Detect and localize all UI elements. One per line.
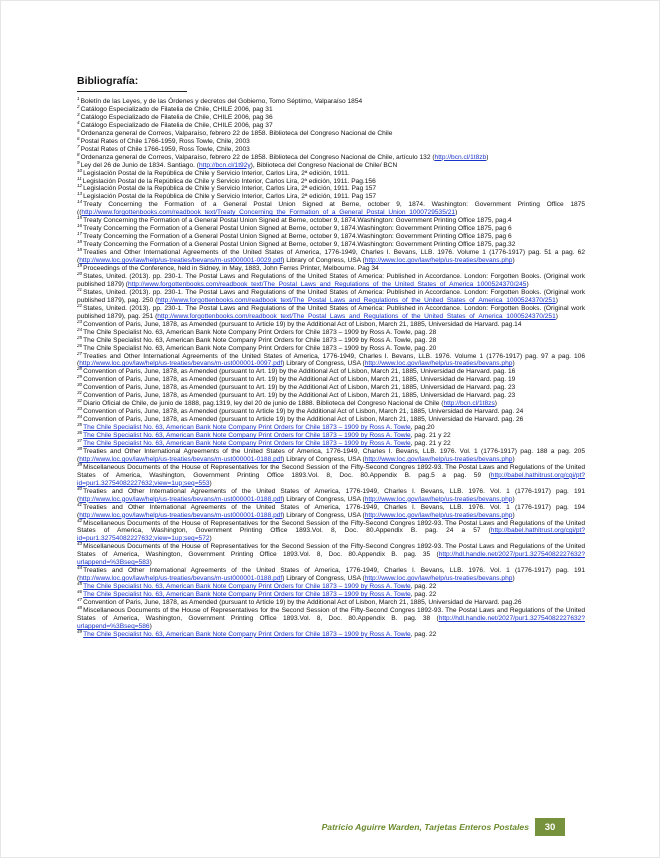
footnote-text: States, United. (2013). pp. 230-1. The Postal Laws and Regulations of the United States of America: Published in Accordance. London: Forgotten Books. (Original work published 1879), pag. 250 ( (77, 288, 585, 304)
footnote-text: Ley del 26 de Junio de 1834. Santiago. ( (80, 161, 199, 169)
page-number: 30 (544, 821, 556, 833)
footnote-48 (77, 607, 585, 631)
footnote-number: 40 (77, 485, 83, 491)
footnote-text: ) (209, 479, 212, 487)
footnote-24 (77, 326, 585, 337)
footnote-text: Proceedings of the Conference, held in Sidney, in May, 1883, John Ferres Printer, Melbourne. Pag 34 (83, 265, 379, 273)
footnote-number: 5 (77, 127, 80, 133)
footnote-number: 33 (77, 406, 83, 412)
footnote-link[interactable]: http://www.loc.gov/law/help/us-treaties/bevans.php (364, 511, 513, 519)
page-footer (91, 822, 571, 832)
footnote-text: ) (455, 209, 458, 217)
footnote-number: 34 (77, 414, 83, 420)
footnote-text: Convention of Paris, June, 1878, as Amended (pursuant to Article 19) by the Additional Act of Lisbon, March 21, 1885, Universidad de Harvard. pag. 24 (83, 408, 524, 416)
footnote-10 (77, 167, 585, 178)
footnote-text: Boletín de las Leyes, y de las Órdenes y decretos del Gobierno, Tomo Séptimo, Valparaíso 1854 (80, 98, 363, 105)
footnote-22 (77, 302, 585, 321)
footnote-text: Treaties and Other International Agreements of the United States of America, 1776-1949, Charles I. Bevans, LLB. 1976. Volume 1 (1776-1917) pag. 97 a pag. 106 ( (77, 352, 585, 368)
footnote-link[interactable]: http://bcn.cl/1t8zs (443, 400, 495, 408)
footnote-40 (77, 485, 585, 504)
footnote-number: 4 (77, 119, 80, 125)
footnote-number: 37 (77, 437, 83, 443)
footnote-text: ) (209, 535, 212, 543)
footnote-text: Treaty Concerning the Formation of a General Postal Union Signed at Berne, october 9, 1874.Washington: Government Printing Office 1875, pag 6 (83, 233, 512, 241)
footnote-number: 20 (77, 270, 83, 276)
footnote-text: Treaties and Other International Agreements of the United States of America, 1776-1949, Charles I. Bevans, LLB. 1976. Vol. 1 (1776-1917) pag. 188 a pag. 205 ( (77, 447, 585, 463)
footnote-3 (77, 111, 585, 122)
footnote-number: 9 (77, 159, 80, 165)
footnote-text: Miscellaneous Documents of the House of Representatives for the Second Session of the Fifty-Second Congres 1892-93. The Postal Laws and Regulations of the United States of America, Washington, Government Printing Office 1893.Vol. 8, Doc. 80.Appendix B. pag. 38 ( (77, 607, 585, 622)
footnote-number: 26 (77, 342, 83, 348)
footnote-separator (77, 91, 187, 92)
footnote-link[interactable]: http://www.forgottenbooks.com/readbook_text/Treaty_Concerning_the_Formation_of_a_General_Postal_Union_1000729535/21 (81, 209, 456, 217)
footnote-32 (77, 400, 585, 408)
footnote-number: 12 (77, 183, 83, 189)
footnote-42 (77, 517, 585, 547)
footnote-4 (77, 119, 585, 130)
footnote-link[interactable]: http://www.loc.gov/law/help/us-treaties/bevans/m-ust000001-0188.pdf (79, 575, 283, 583)
footnote-text: , pag. 21 y 22 (410, 432, 451, 440)
footnote-text: Convention of Paris, June, 1878, as Amended (pursuant to Art. 19) by the Additional Act of Lisbon, March 21, 1885, Universidad de Harvard. pag. 23 (83, 392, 516, 400)
footnote-number: 16 (77, 223, 83, 229)
footnote-text: Convention of Paris, June, 1878, as Amended (pursuant to Art. 19) by the Additional Act of Lisbon, March 21, 1885, Universidad de Harvard. pag. 23 (83, 384, 516, 392)
footnote-text: Treaties and Other International Agreements of the United States of America, 1776-1949, Charles I. Bevans, LLB. 1976. Vol. 1 (1776-1917) pag. 191 ( (77, 567, 585, 583)
footnote-number: 48 (77, 605, 83, 610)
footnote-text: Convention of Paris, June, 1878, as Amended (pursuant to Article 19) by the Additional Act of Lisbon, March 21, 1885, Universidad de Harvard. pag.26 (83, 599, 522, 607)
footnote-text: Diario Oficial de Chile, de junio de 1888, pag.1319, ley del 20 de junio de 1888. Biblioteca del Congreso Nacional de Chile ( (83, 400, 444, 408)
footnote-number: 11 (77, 175, 82, 181)
footnote-link[interactable]: The Chile Specialist No. 63, American Bank Note Company Print Orders for Chile 1873 – 1909 by Ross A. Towle (83, 583, 411, 591)
footnote-text: Treaty Concerning the Formation of a General Postal Union Signed at Berne, october 9, 1874.Washington: Government Printing Office 1875, pag.4 (83, 217, 512, 225)
footnote-number: 23 (77, 318, 83, 324)
footnote-1 (77, 98, 585, 106)
footnote-text: ) (555, 296, 558, 304)
footnote-number: 22 (77, 302, 83, 308)
footnote-link[interactable]: The Chile Specialist No. 63, American Bank Note Company Print Orders for Chile 1873 – 1909 by Ross A. Towle (83, 439, 411, 447)
footnote-text: Miscellaneous Documents of the House of Representatives for the Second Session of the Fifty-Second Congres 1892-93. The Postal Laws and Regulations of the United States of America, Washington, Government Printing Office 1893.Vol. 8, Doc. 80.Appendix B. pag. 35 ( (77, 543, 585, 559)
footnote-link[interactable]: http://www.forgottenbooks.com/readbook_text/The_Postal_Laws_and_Regulations_of_the_United_States_of_America_1000524370/251 (157, 296, 556, 304)
footnote-37 (77, 437, 585, 448)
footnote-number: 10 (77, 167, 83, 173)
footnote-text: ) (149, 559, 152, 567)
footnote-text: Convention of Paris, June, 1878, as Amended (pursuant to Art. 19) by the Additional Act of Lisbon, March 21, 1885, Universidad de Harvard. pag. 16 (83, 368, 516, 376)
footnote-text: Legislación Postal de la República de Chile y Servicio Interior, Carlos Lira, 2ª edición, 1911. Pag 157 (83, 185, 377, 193)
footnote-14 (77, 201, 585, 217)
footnote-text: Miscellaneous Documents of the House of Representatives for the Second Session of the Fifty-Second Congres 1892-93. The Postal Laws and Regulations of the United States of America, Washington, Government Printing Office 1893.Vol. 8, Doc. 80.Appendix B. pag. 24 a 57 ( (77, 519, 585, 535)
footnote-number: 44 (77, 565, 83, 571)
footnote-text: The Chile Specialist No. 63, American Bank Note Company Print Orders for Chile 1873 – 1909 by Ross A. Towle, pag. 28 (83, 336, 437, 344)
footnote-text: States, United. (2013). pp. 230-1. The Postal Laws and Regulations of the United States of America: Published in Accordance. London: Forgotten Books. (Original work published 1879), pag. 251 ( (77, 304, 585, 320)
footnote-number: 36 (77, 430, 83, 436)
footnote-9 (77, 159, 585, 170)
footnote-link[interactable]: http://www.loc.gov/law/help/us-treaties/bevans.php (364, 360, 513, 368)
footnote-45 (77, 583, 585, 591)
footnote-text: ) (494, 400, 497, 408)
footnote-text: Legislación Postal de la República de Chile y Servicio Interior, Carlos Lira, 2ª edición, 1911. Pag.156 (82, 177, 376, 185)
footnote-23 (77, 318, 585, 329)
footnote-text: Treaty Concerning the Formation of a General Postal Union Signed at Berne, october 9, 1874.Washington: Government Printing Office 1875, pag 6 (83, 225, 512, 233)
footnote-number: 42 (77, 517, 83, 523)
footnote-39 (77, 461, 585, 488)
footnote-number: 15 (77, 215, 83, 221)
footnote-number: 27 (77, 350, 83, 356)
footnote-text: Convention of Paris, June, 1878, as Amended (pursuant to Art. 19) by the Additional Act of Lisbon, March 21, 1885, Universidad de Harvard. pag. 19 (83, 376, 516, 384)
footnote-number: 7 (77, 143, 80, 149)
footnote-number: 19 (77, 263, 83, 269)
footnote-link[interactable]: The Chile Specialist No. 63, American Bank Note Company Print Orders for Chile 1873 – 1909 by Ross A. Towle (83, 432, 411, 440)
footnote-7 (77, 143, 585, 154)
footnote-text: ) Library of Congress, USA ( (282, 575, 365, 583)
footnote-20 (77, 270, 585, 289)
footnote-link[interactable]: http://bcn.cl/1t8zb (434, 153, 487, 161)
footnote-number: 31 (77, 390, 83, 396)
footnote-number: 17 (77, 231, 83, 237)
footnote-text: Legislación Postal de la República de Chile y Servicio Interior, Carlos Lira, 2ª edición, 1911. (83, 169, 350, 177)
footnote-text: , pag.20 (410, 424, 435, 432)
footnote-number: 25 (77, 334, 83, 340)
footnote-link[interactable]: http://www.loc.gov/law/help/us-treaties/bevans/m-ust000001-0188.pdf (79, 495, 283, 503)
footnote-number: 38 (77, 445, 83, 451)
footnote-number: 3 (77, 111, 80, 117)
footnote-text: Miscellaneous Documents of the House of Representatives for the Second Session of the Fifty-Second Congres 1892-93. The Postal Laws and Regulations of the United States of America, Washington, Government Printing Office 1893.Vol. 8, Doc. 80.Appendix B. pag.5 a pag. 59 ( (77, 463, 585, 479)
footnote-number: 32 (77, 398, 83, 404)
footnote-text: Postal Rates of Chile 1766-1959, Ross Towle, Chile, 2003 (80, 137, 250, 145)
footnote-text: ) Library of Congress, USA ( (282, 495, 365, 503)
footnote-number: 2 (77, 103, 80, 109)
footnote-link[interactable]: http://www.loc.gov/law/help/us-treaties/bevans/m-ust000001-0188.pdf (79, 511, 283, 519)
footnote-text: Treaties and Other International Agreements of the United States of America, 1776-1949, Charles I. Bevans, LLB. 1976. Volume 1 (1776-1917) pag. 51 a pag. 62 ( (77, 249, 585, 265)
footnote-text: , pag. 22 (410, 583, 437, 591)
footnote-21 (77, 286, 585, 305)
footnote-text: The Chile Specialist No. 63, American Bank Note Company Print Orders for Chile 1873 – 1909 by Ross A. Towle, pag. 20 (83, 344, 437, 352)
footnote-16 (77, 225, 585, 233)
footnote-36 (77, 432, 585, 440)
footnote-text: ) Library of Congress, USA ( (282, 511, 365, 519)
footnote-link[interactable]: http://www.forgottenbooks.com/readbook_text/The_Postal_Laws_and_Regulations_of_the_United_States_of_America_1000524370/245 (127, 280, 527, 288)
footnote-number: 24 (77, 326, 83, 332)
footnote-link[interactable]: http://www.loc.gov/law/help/us-treaties/bevans.php (364, 257, 513, 265)
footnote-text: Treaties and Other International Agreements of the United States of America, 1776-1949, Charles I. Bevans, LLB. 1976. Vol. 1 (1776-1917) pag. 194 ( (77, 503, 585, 519)
footnote-47 (77, 599, 585, 607)
footnote-number: 6 (77, 135, 80, 141)
footnote-text: ) Library of Congress, USA ( (282, 455, 365, 463)
footnote-44 (77, 567, 585, 583)
footnote-link[interactable]: http://bcn.cl/1t92y (198, 161, 251, 169)
footnote-18 (77, 249, 585, 265)
footnote-text: Legislación Postal de la República de Chile y Servicio Interior, Carlos Lira, 2ª edición, 1911. Pag 157 (83, 193, 377, 201)
footnote-26 (77, 342, 585, 353)
footnote-text: States, United. (2013). pp. 230-1. The Postal Laws and Regulations of the United States of America: Published in Accordance. London: Forgotten Books. (Original work published 1879) ( (77, 272, 585, 288)
page-number-box (535, 818, 565, 836)
footnote-33 (77, 408, 585, 416)
footnote-text: Catálogo Especializado de Filatelia de Chile, CHILE 2006, pag 36 (80, 113, 273, 121)
footnote-number: 18 (77, 239, 83, 245)
footnote-text: ) (512, 257, 515, 265)
footnote-5 (77, 127, 585, 138)
bibliography-heading: Bibliografía: (77, 75, 139, 87)
footnote-text: The Chile Specialist No. 63, American Bank Note Company Print Orders for Chile 1873 – 1909 by Ross A. Towle, pag. 28 (83, 328, 437, 336)
footnote-46 (77, 591, 585, 599)
footnote-text: Ordenanza general de Correos, Valparaíso, febrero 22 de 1858. Biblioteca del Congreso Nacional de Chile (80, 129, 393, 137)
footnote-text: Catálogo Especializado de Filatelia de Chile, CHILE 2006, pag 37 (80, 121, 273, 129)
footnote-text: Convention of Paris, June, 1878, as Amended (pursuant to Article 19) by the Additional Act of Lisbon, March 21, 1885, Universidad de Harvard. pag.14 (83, 320, 522, 328)
footnote-number: 18 (77, 247, 83, 253)
footnote-number: 1 (77, 96, 80, 101)
footnote-text: Treaty Concerning the Formation of a General Postal Union Signed at Berne, october 9, 1874.Washington: Government Printing Office 1875, pag.32 (83, 241, 516, 249)
footnote-link[interactable]: The Chile Specialist No. 63, American Bank Note Company Print Orders for Chile 1873 – 1909 by Ross A. Towle (83, 630, 411, 638)
footnote-text: ) (512, 575, 515, 583)
footnote-number: 45 (77, 581, 83, 587)
footnote-number: 43 (77, 541, 83, 547)
footnote-text: ) Library of Congress, USA ( (282, 360, 365, 368)
footnote-text: Postal Rates of Chile 1766-1959, Ross Towle, Chile, 2003 (80, 145, 250, 153)
footnote-25 (77, 334, 585, 345)
footnote-text: Treaty Concerning the Formation of a General Postal Union Signed at Berne, october 9, 1874. Washington: Government Printing Office 1875 (( (77, 201, 585, 217)
footnote-link[interactable]: The Chile Specialist No. 63, American Bank Note Company Print Orders for Chile 1873 – 1909 by Ross A. Towle (83, 424, 411, 432)
footnote-18 (77, 241, 585, 249)
footnote-text: ) Library of Congress, USA ( (282, 257, 365, 265)
footnote-text: ) (512, 455, 515, 463)
footnote-35 (77, 424, 585, 432)
footnote-link[interactable]: http://hdl.handle.net/2027/pur1.32754082227632?urlappend=%3Bseq=583 (77, 551, 585, 567)
footnote-link[interactable]: http://www.loc.gov/law/help/us-treaties/bevans/m-ust000001-0188.pdf (79, 455, 283, 463)
footnote-text: ) (512, 360, 515, 368)
footer-text: Patricio Aguirre Warden, Tarjetas Enteros Postales (321, 822, 529, 832)
footnote-number: 49 (77, 628, 83, 634)
footnote-34 (77, 416, 585, 424)
footnote-list (77, 98, 585, 639)
footnote-link[interactable]: http://babel.hathitrust.org/cgi/pt?id=pur1.32754082227632;view=1up;seq=553 (77, 471, 585, 487)
footnote-number: 21 (77, 286, 83, 292)
footnote-text: Convention of Paris, June, 1878, as Amended (pursuant to Article 19) by the Additional Act of Lisbon, March 21, 1885, Universidad de Harvard. pag. 26 (83, 416, 524, 424)
footnote-text: ) (555, 312, 558, 320)
footnote-text: ) (512, 511, 515, 519)
footnote-text: ) (512, 495, 515, 503)
footnote-link[interactable]: http://www.loc.gov/law/help/us-treaties/bevans.php (364, 575, 513, 583)
footnote-text: Treaties and Other International Agreements of the United States of America, 1776-1949, Charles I. Bevans, LLB. 1976. Vol. 1 (1776-1917) pag. 191 ( (77, 487, 585, 503)
footnote-number: 41 (77, 501, 83, 507)
footnote-link[interactable]: The Chile Specialist No. 63, American Bank Note Company Print Orders for Chile 1873 – 1909 by Ross A. Towle (83, 591, 411, 599)
footnote-38 (77, 445, 585, 464)
footnote-text: , pag. 22 (410, 591, 437, 599)
footnote-49 (77, 628, 585, 639)
footnote-number: 30 (77, 382, 83, 388)
footnote-43 (77, 543, 585, 567)
footnote-17 (77, 233, 585, 241)
footnote-link[interactable]: http://babel.hathitrust.org/cgi/pt?id=pur1.32754082227632;view=1up;seq=572 (77, 527, 585, 543)
footnote-text: ) (526, 280, 529, 288)
footnote-link[interactable]: http://www.forgottenbooks.com/readbook_text/The_Postal_Laws_and_Regulations_of_the_United_States_of_America_1000524370/251 (157, 312, 556, 320)
footnote-link[interactable]: http://www.loc.gov/law/help/us-treaties/bevans.php (364, 455, 513, 463)
bibliography-section (77, 75, 585, 639)
footnote-41 (77, 501, 585, 520)
footnote-number: 35 (77, 422, 83, 428)
footnote-2 (77, 103, 585, 114)
footnote-8 (77, 151, 585, 162)
footnote-number: 13 (77, 191, 83, 197)
footnote-text: ) (486, 153, 489, 161)
footnote-19 (77, 265, 585, 273)
footnote-number: 28 (77, 366, 83, 372)
footnote-text: ) (149, 622, 152, 630)
footnote-text: Ordenanza general de Correos, Valparaíso, febrero 22 de 1858. Biblioteca del Congreso Nacional de Chile, artículo 132 ( (80, 153, 435, 161)
footnote-number: 46 (77, 589, 83, 595)
footnote-link[interactable]: http://www.loc.gov/law/help/us-treaties/bevans/m-ust000001-0029.pdf (79, 257, 283, 265)
footnote-number: 8 (77, 151, 80, 157)
footnote-number: 47 (77, 597, 83, 603)
footnote-text: , pag. 21 y 22 (410, 439, 451, 447)
footnote-number: 39 (77, 461, 83, 467)
footnote-link[interactable]: http://www.loc.gov/law/help/us-treaties/bevans/m-ust000001-0097.pdf (79, 360, 283, 368)
footnote-number: 29 (77, 374, 83, 380)
footnote-link[interactable]: http://hdl.handle.net/2027/pur1.32754082227632?urlappend=%3Bseq=586 (77, 614, 585, 630)
footnote-number: 14 (77, 199, 83, 205)
footnote-6 (77, 135, 585, 146)
footnote-text: Catálogo Especializado de Filatelia de Chile, CHILE 2006, pag 31 (80, 105, 273, 113)
footnote-link[interactable]: http://www.loc.gov/law/help/us-treaties/bevans.php (364, 495, 513, 503)
footnote-text: , pag. 22 (410, 630, 437, 638)
footnote-text: ), Biblioteca del Congreso Nacional de Chile/ BCN (250, 161, 398, 169)
